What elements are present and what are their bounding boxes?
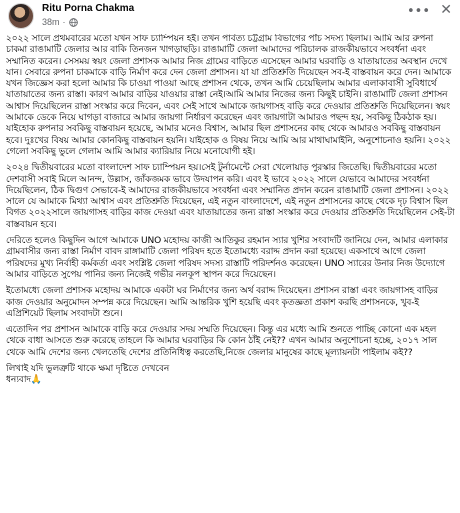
post-paragraph-1: ২০২২ সালে প্রথমবারের মতো যখন সাফ চ্যাম্পিয়ন হই। তখন পার্বত্য চট্টগ্রাম বিভাগের পাঁচ সদস্য ছিলাম। আমি আর রুপনা চাকমা রাঙামাটি জেলার আর বাকি তিনজন খাগড়াছড়ি। রাঙামাটি জেলা আমাদের পরিচালক রাজকীয়ভাবে সংবর্ধনা এবং সম্মানিত করেন। সেসময় স্বয়ং জেলা প্রশাসক আমার নিজ গ্রামের বাড়িতে এসেছেন আমার ঘরবাড়ি ও যাতায়াতের অবস্থান দেখে যান। সেবারে রুপনা চাকমাকে বাড়ি নির্মাণ করে দেন জেলা প্রশাসন। যা যা প্রতিশ্রুতি দিয়েছেন সব-ই বাস্তবায়ন করে দেন। আমাকে যখন জিজ্ঞেস করা হলো আমার কি চাওয়া পাওয়া আছে প্রশাসন থেকে, তখন আমি চেয়েছিলাম আমার এলাকাবাসী সুবিধার্থে যাতায়াতের জন্য রাস্তা। কারণ আমার বাড়ির যাওয়ার রাস্তা নেই।আমি আমার নিজের জন্য কিছুই চাইনি। রাঙামাটি জেলা প্রশাসন আশ্বাস দিয়েছিলেন রাস্তা সংস্কার করে দিবেন, এবং সেই সাথে আমাকে জায়গাসহ বাড়ি করে দেওয়ার প্রতিশ্রুতি দিয়েছিলেন। স্বয়ং আমাকে ডেকে নিয়ে ঘাগড়া বাজারে আমার জায়গা নির্ধারণ করেছেন এবং জায়গাটা আমারও পছন্দ হয়, সবকিছু ঠিকঠাক হয়। যাইহোক রুপনার সবকিছু বাস্তবায়ন হয়েছে, আমার মনেও বিশ্বাস, আমার ছিল প্রশাসনের কাছ থেকে আমারও সবকিছু বাস্তবায়ন হবে। দুঃখের বিষয় আমার কোনকিছু বাস্তবায়ন হয়নি। যাইহোক ও বিষয় নিয়ে আমি আর মাথাঘামাইনি, অনুশোচনাও হয়নি। ২০২২ গেলো সবকিছু ভুলে গেলাম আমি আমার ক্যারিয়ার নিয়ে মনোযোগী হই। [6,34,452,157]
post-body [6,34,456,510]
author-avatar[interactable] [8,3,34,29]
post-paragraph-4: ইতোমধ্যে জেলা প্রশাসক মহোদয় আমাকে একটা ঘর নির্মাণের জন্য অর্থ বরাদ্দ দিয়েছেন। প্রশাসন রাস্তা এবং জায়গাসহ বাড়ির কাজ দেওয়ার অনুমোদন সম্পন্ন করে দিয়েছেন। আমি আন্তরিক খুশি হয়েছি এবং কৃতজ্ঞতা প্রকাশ করছি প্রশাসনকে, খুব-ই এপ্রিশিয়েট ছিলাম সংবাদটা শুনে। [6,286,438,319]
post-meta [42,17,78,27]
post-timestamp[interactable]: 38m [42,17,60,27]
post-header [0,0,460,32]
meta-separator: · [62,17,66,27]
author-name[interactable]: Ritu Porna Chakma [42,3,135,14]
post-paragraph-3: দেরিতে হলেও কিছুদিন আগে আমাকে UNO মহোদয় কাজী আতিকুর রহমান স্যার খুশির সংবাদটি জানিয়ে দেন, আমার এলাকার গ্রামবাসীর জন্য রাস্তা নির্মাণ বাবদ রাঙ্গামাটি জেলা পরিষদ হতে ইতোমধ্যে বরাদ্দ প্রদান করা হয়েছে। একসাথে আগে জেলা পরিষদের মুখ্য নির্বাহী কর্মকর্তা এবং সংশ্লিষ্ট জেলা পরিষদ সদস্য রাস্তাটি পরিদর্শনও করেছেন। UNO স্যারের উনার নিজ উদ্যোগে আমার বাড়িতে সুপেয় পানির জন্য নিজেই গভীর নলকূপ স্থাপন করে দিয়েছেন। [6,236,448,280]
post-signoff: লিখাই যদি ভুলত্রুটি থাকে ক্ষমা দৃষ্টিতে দেখবেন ধন্যবাদ🙏 [6,364,170,386]
post-paragraph-2: ২০২৪ দ্বিতীয়বারের মতো বাংলাদেশ সাফ চ্যাম্পিয়ন হয়।সেই টুর্নামেন্টে সেরা খেলোয়াড় পুরস্কার জিতেছি। দ্বিতীয়বারের মতো দেশবাসী সবাই মিলে আনন্দ, উল্লাস, জাঁকজমক ভাবে উদযাপন করি। এবং ই ভাবে ২০২২ সালে যেভাবে আমাদের সংবর্ধনা দিয়েছিলেন, ঠিক দ্বিগুণ সেভাবে-ই আমাদের রাজকীয়ভাবে সংবর্ধনা এবং সম্মানিত প্রদান করেন রাঙামাটি জেলা প্রশাসন। ২০২২ সালে যে আমাকে মিথ্যা আশ্বাস এবং প্রতিশ্রুতি দিয়েছেন, এই নতুন বাংলাদেশে, এই নতুন প্রশাসনের কাছে থেকে দৃঢ় বিশ্বাস ছিল বিগত ২০২২সালে জায়গাসহ বাড়ির কাজ দেওয়া এবং যাতায়াতের জন্য রাস্তা সংস্কার করে দেওয়ার প্রতিশ্রুতি দিয়েছিলেন সেই-টা বাস্তবায়ন হবে। [6,163,455,230]
post-paragraph-5: এতোদিন পর প্রশাসন আমাকে বাড়ি করে দেওয়ার সদয় সম্মতি দিয়েছেন। কিন্তু এর মধ্যে আমি শুনতে পাচ্ছি কোনো এক মহল থেকে বাধা আসতে শুরু করেছে তাহলে কি আমার ঘরবাড়ির কি কোন ঠাঁই নেই?? এখন আমার অনুশোচনা হচ্ছে, ২০১৭ সাল থেকে আমি দেশের জন্য খেলতেছি দেশের প্রতিনিধিত্ব করতেছি,নিজে জেলার মানুষের কাছে মূল্যায়নটা পাইলাম কই?? [6,325,437,358]
close-icon[interactable]: ✕ [440,2,452,18]
globe-icon [69,18,78,27]
more-options-icon[interactable]: ••• [406,4,430,19]
